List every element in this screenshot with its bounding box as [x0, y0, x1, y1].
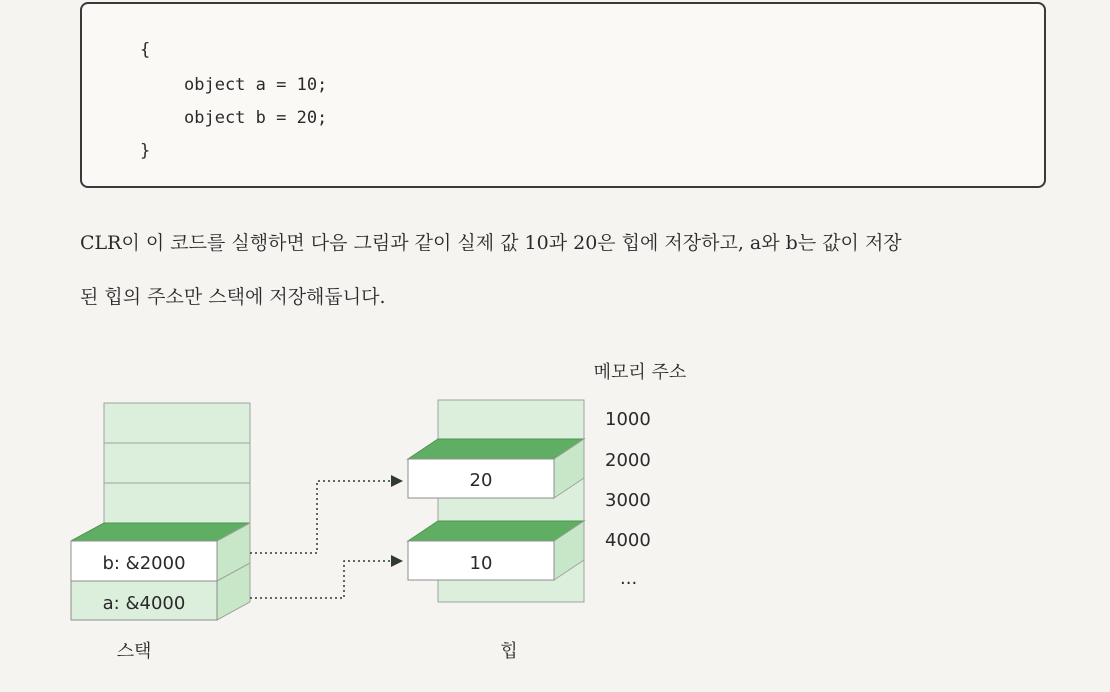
heap-cell-20-text: 20 — [469, 470, 493, 491]
pointer-arrow-b — [250, 481, 401, 553]
memory-address-ellipsis: ... — [620, 568, 638, 589]
code-line-close-brace: } — [140, 141, 151, 161]
memory-address-4000: 4000 — [605, 530, 651, 551]
code-line-object-b: object b = 20; — [184, 108, 328, 128]
heap — [408, 400, 584, 662]
code-line-open-brace: { — [140, 40, 151, 60]
memory-address-3000: 3000 — [605, 490, 651, 511]
stack-empty-cell — [104, 483, 250, 523]
code-line-object-a: object a = 10; — [184, 75, 328, 95]
memory-address-1000: 1000 — [605, 409, 651, 430]
stack-cell-a-text: a: &4000 — [102, 593, 186, 614]
paragraph-line-1: CLR이 이 코드를 실행하면 다음 그림과 같이 실제 값 10과 20은 힙에 저장하고, a와 b는 값이 저장 — [80, 232, 902, 254]
stack — [71, 403, 250, 662]
heap-cell-10-text: 10 — [469, 553, 493, 574]
memory-addresses — [594, 362, 687, 589]
stack-empty-cell — [104, 443, 250, 483]
memory-address-label: 메모리 주소 — [593, 362, 687, 383]
heap-label: 힙 — [500, 641, 518, 662]
pointer-arrow-a — [250, 561, 401, 598]
stack-cell-b-text: b: &2000 — [102, 553, 186, 574]
stack-label: 스택 — [116, 641, 152, 662]
stack-empty-cell — [104, 403, 250, 443]
paragraph-line-2: 된 힙의 주소만 스택에 저장해둡니다. — [80, 286, 386, 308]
memory-address-2000: 2000 — [605, 450, 651, 471]
